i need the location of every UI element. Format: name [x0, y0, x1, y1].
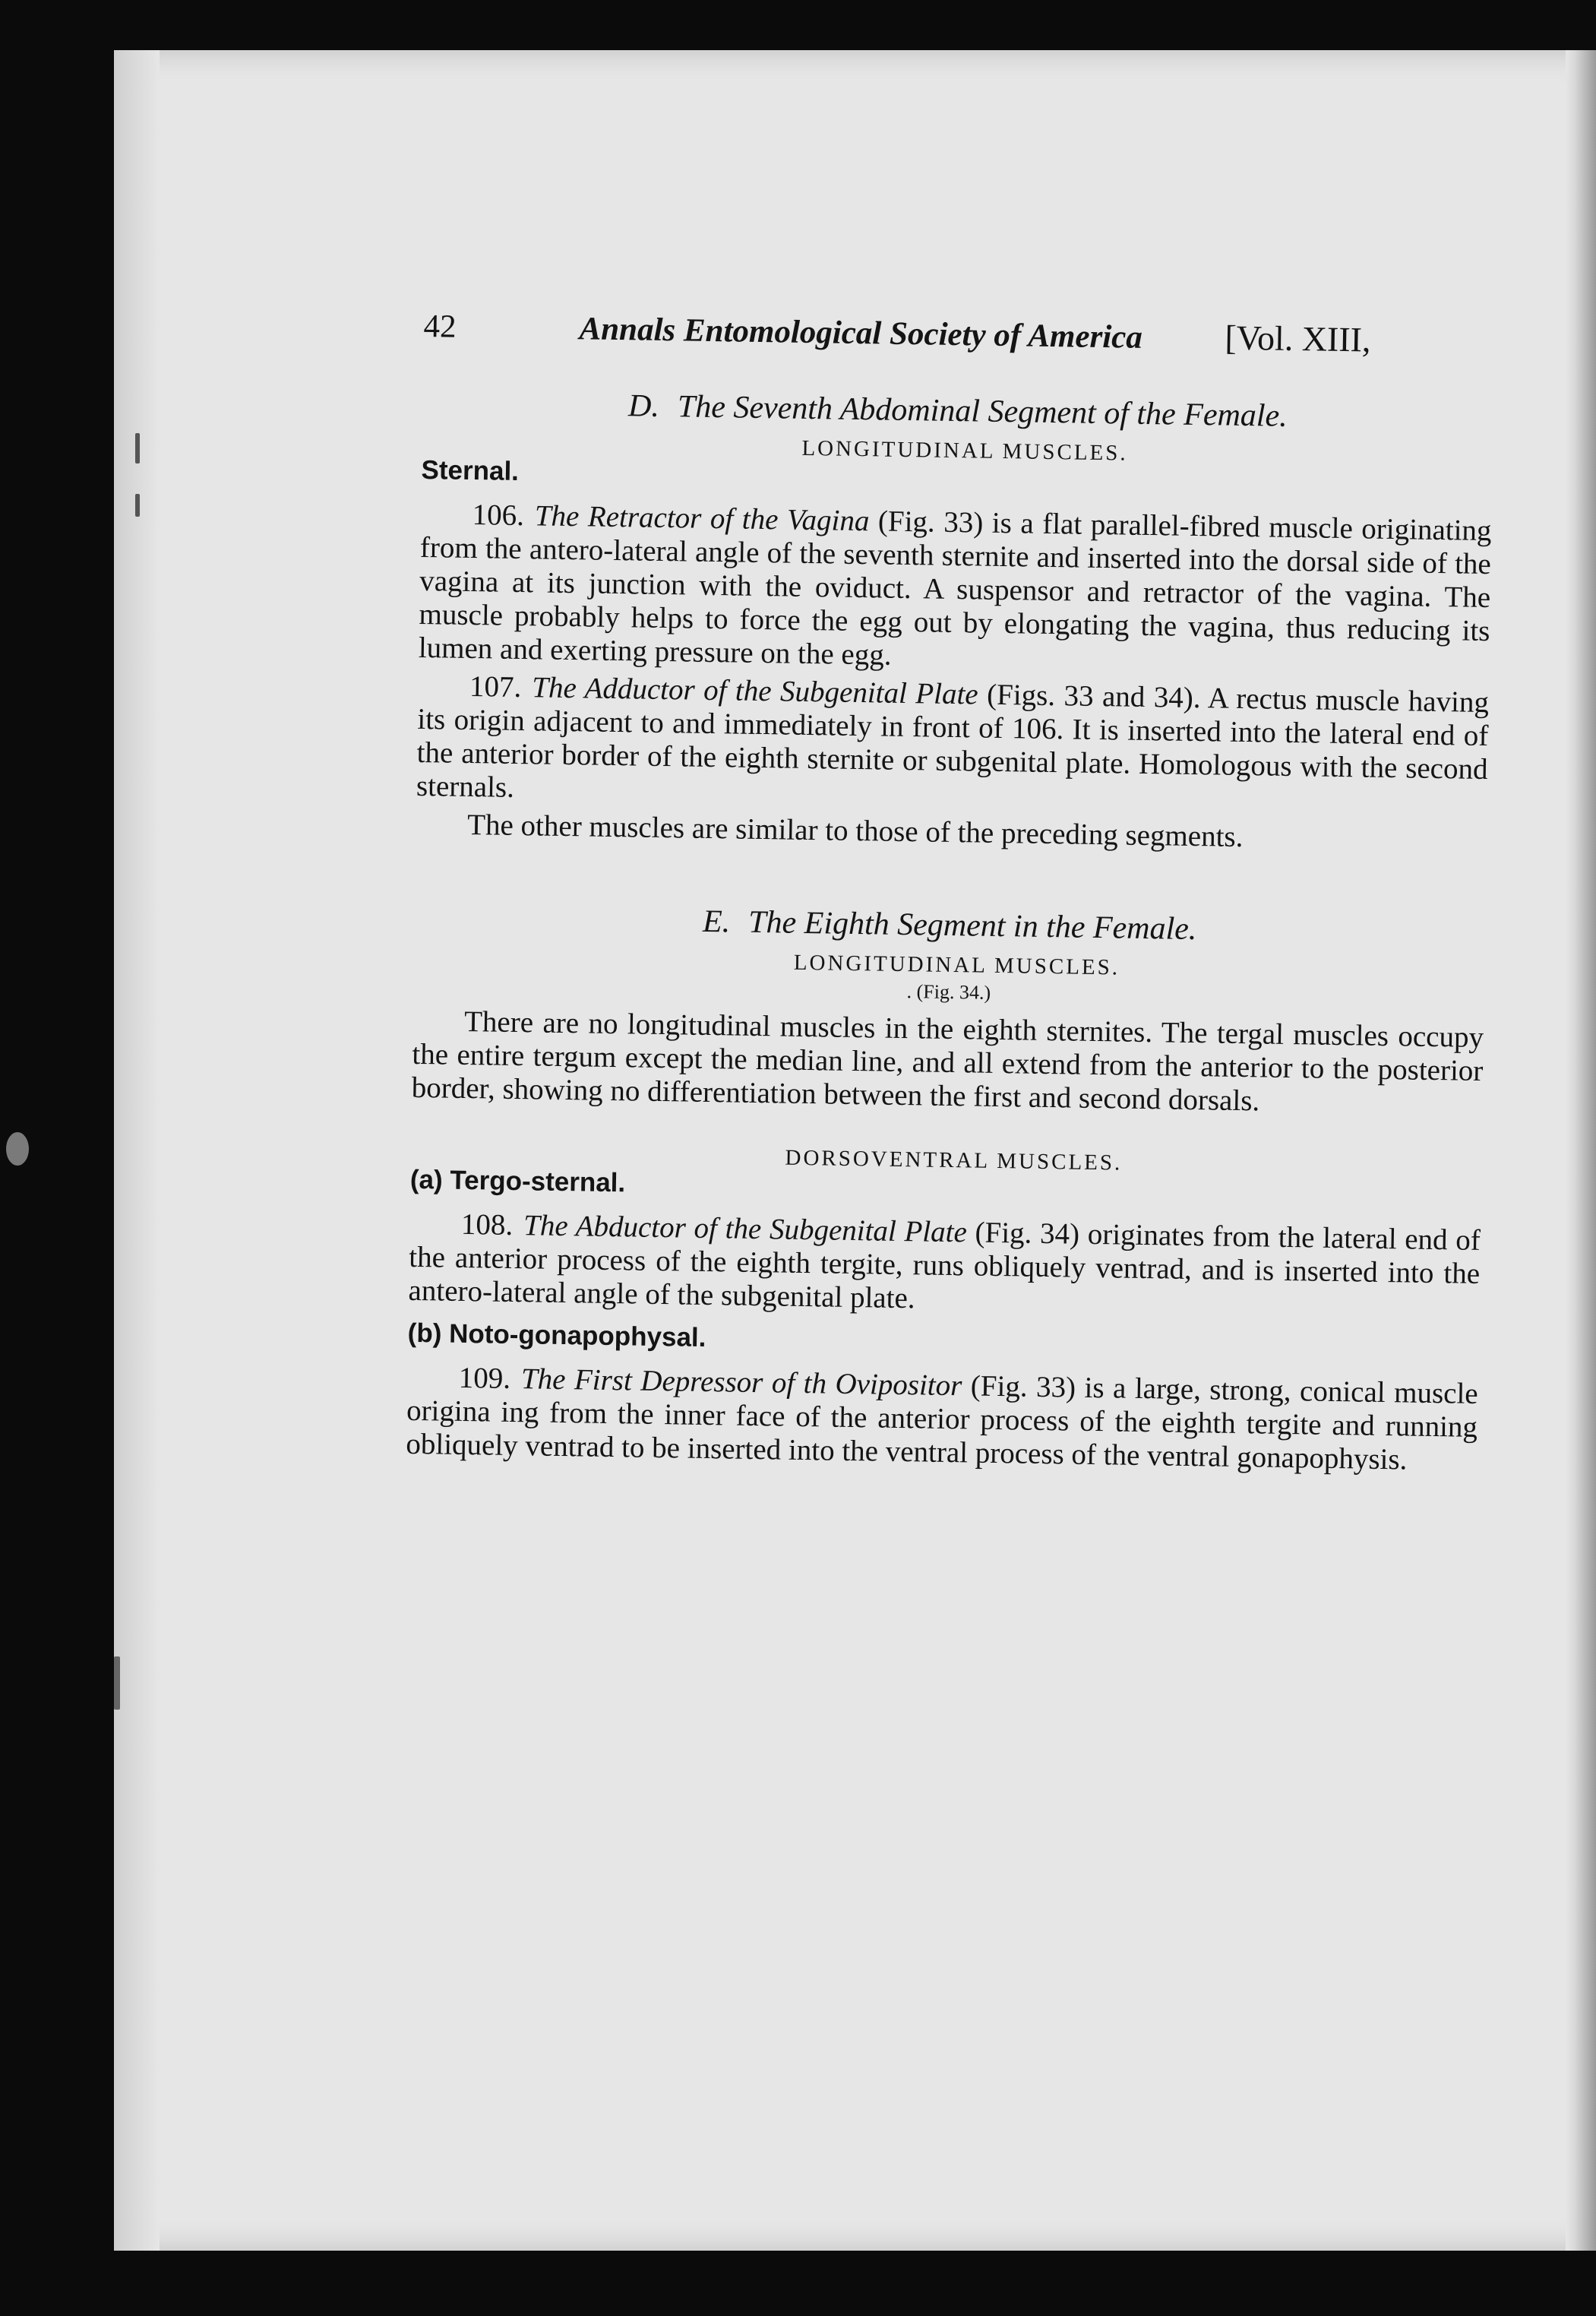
paragraph-number: 108.	[460, 1207, 514, 1242]
paragraph-other-muscles: The other muscles are similar to those of the preceding segments.	[466, 808, 1244, 854]
paragraph-text: (Figs. 33 and 34). A rectus muscle having its origin adjacent to and immediately in front of 106. It is inserted into the lateral end of the anterior border of the eighth sternite or subgenital plate. Homologous with the second sternals.	[416, 678, 1490, 804]
muscle-name: The Retractor of the Vagina	[534, 499, 870, 538]
noto-gonapophysal-heading: (b) Noto-gonapophysal.	[407, 1318, 706, 1353]
journal-title: Annals Entomological Society of America	[579, 311, 1143, 356]
section-d-letter: D.	[627, 388, 660, 424]
page-left-edge	[114, 50, 160, 2251]
paragraph-text: (Fig. 34) originates from the lateral end of the anterior process of the eighth tergite, runs obliquely ventrad, and is inserted into the antero-lateral angle of the subgenital plate.	[408, 1216, 1481, 1315]
muscle-name: The Abductor of the Subgenital Plate	[523, 1209, 968, 1249]
scan-mark	[135, 494, 140, 517]
paragraph-number: 109.	[458, 1361, 511, 1395]
paragraph-106	[419, 498, 1492, 682]
paragraph-text: (Fig. 33) is a large, strong, conical muscle origina ing from the inner face of the anterior process of the eighth tergite and running obliquely ventrad to be inserted into the ventral process of the ventral gonapophysis.	[406, 1369, 1478, 1476]
paragraph-107	[416, 669, 1490, 820]
section-d-muscles-heading: LONGITUDINAL MUSCLES.	[801, 435, 1128, 466]
paragraph-109	[406, 1361, 1478, 1478]
paragraph-108	[408, 1207, 1481, 1324]
sternal-heading: Sternal.	[421, 454, 520, 486]
paragraph-number: 107.	[469, 670, 522, 704]
volume-label: [Vol. XIII,	[1225, 318, 1371, 359]
section-e-letter: E.	[702, 903, 731, 940]
muscle-name: The First Depressor of th Ovipositor	[520, 1362, 962, 1403]
section-d-title	[422, 384, 1494, 438]
dorsoventral-heading: DORSOVENTRAL MUSCLES.	[785, 1145, 1123, 1175]
paragraph-eighth-intro: There are no longitudinal muscles in the eighth sternites. The tergal muscles occupy the entire tergum except the median line, and all extend from the anterior to the posterior border, showing no differentiation between the first and second dorsals.	[411, 1005, 1484, 1118]
figure-reference: . (Fig. 34.)	[906, 980, 991, 1004]
document-page	[114, 50, 1596, 2251]
text-block	[406, 305, 1495, 1482]
scan-mark	[114, 1656, 120, 1710]
page-number: 42	[423, 308, 457, 345]
scan-smudge	[6, 1132, 29, 1166]
paragraph-number: 106.	[472, 498, 525, 533]
scan-mark	[135, 433, 140, 464]
tergo-sternal-heading: (a) Tergo-sternal.	[409, 1164, 626, 1198]
section-e-title-text: The Eighth Segment in the Female.	[747, 904, 1197, 948]
paragraph-text: (Fig. 33) is a flat parallel-fibred muscle originating from the antero-lateral angle of the seventh sternite and inserted into the dorsal side of the vagina at its junction with the oviduct. A suspensor and retractor of the vagina. The muscle probably helps to force the egg out by elongating the vagina, thus reducing its lumen and exerting pressure on the egg.	[418, 505, 1492, 672]
page-right-edge	[1566, 50, 1596, 2251]
running-header	[423, 305, 1495, 362]
section-d-title-text: The Seventh Abdominal Segment of the Female.	[677, 389, 1288, 434]
section-e-longitudinal-heading: LONGITUDINAL MUSCLES.	[793, 950, 1120, 980]
muscle-name: The Adductor of the Subgenital Plate	[532, 671, 979, 711]
